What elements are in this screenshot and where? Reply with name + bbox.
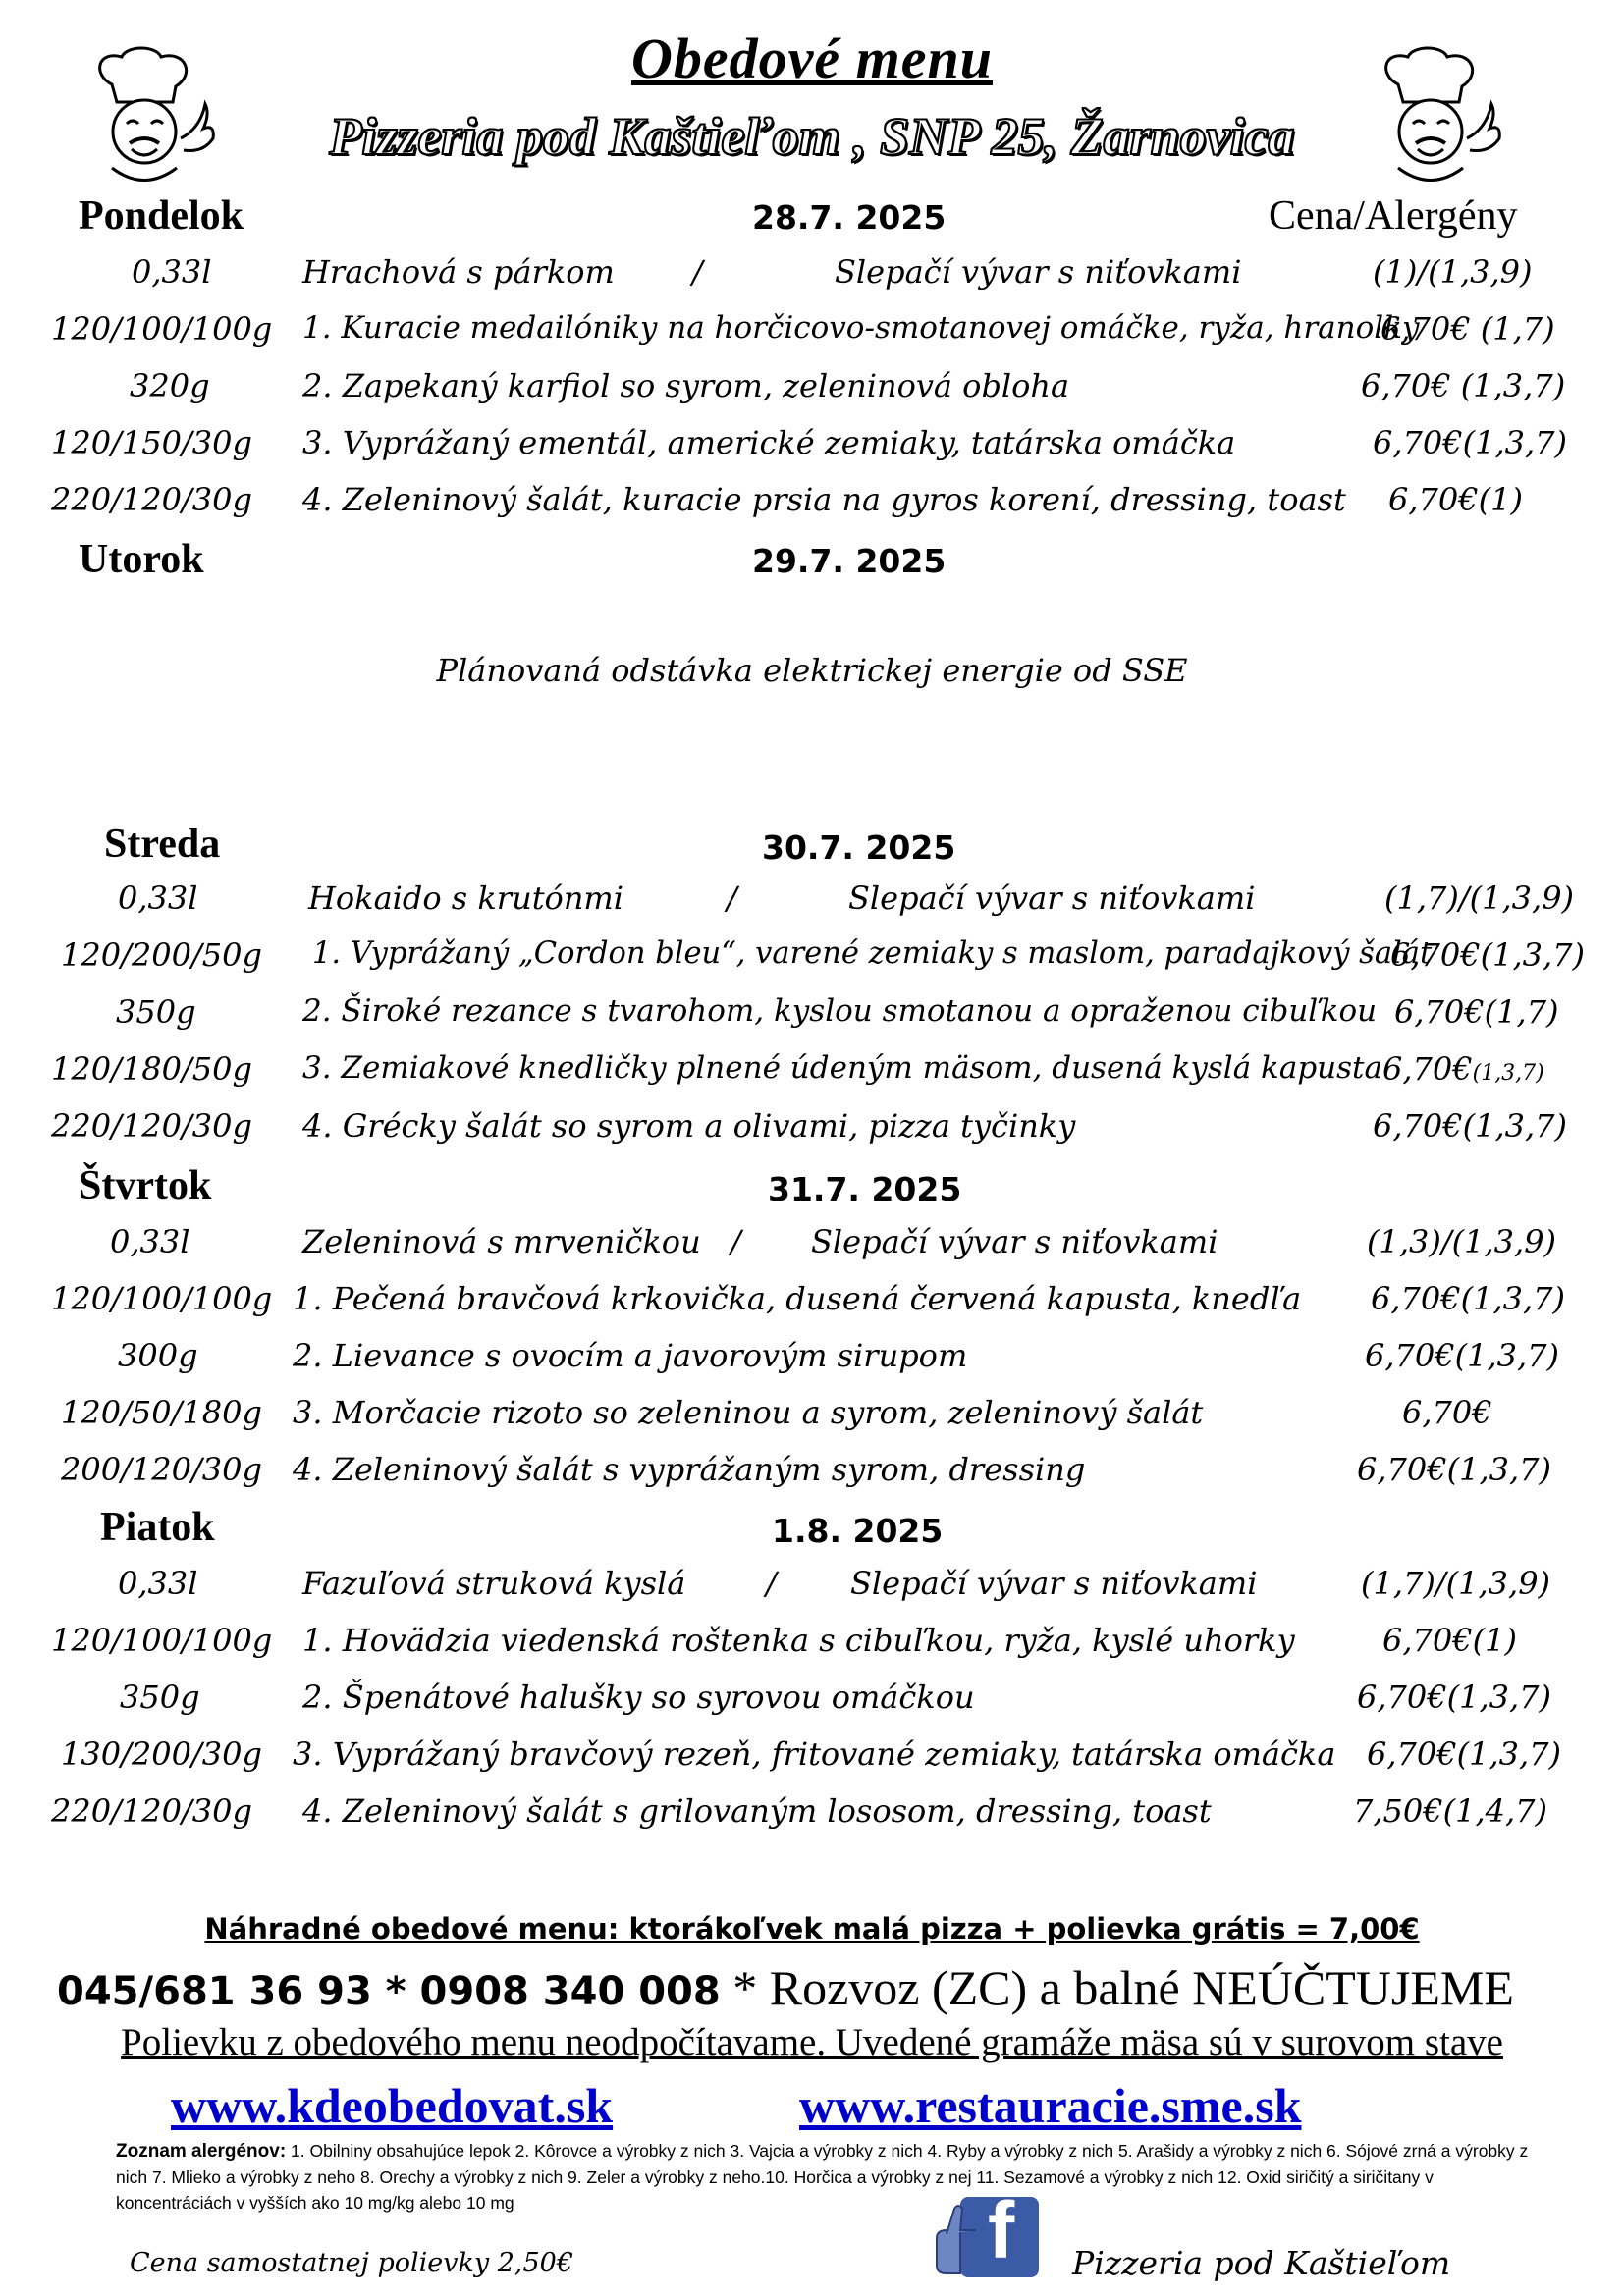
meal-name: 1. Hovädzia viedenská roštenka s cibuľkou, ryža, kyslé uhorky xyxy=(302,1622,1295,1659)
standalone-soup-price: Cena samostatnej polievky 2,50€ xyxy=(130,2248,574,2278)
meal-portion: 350g xyxy=(116,993,196,1031)
day-name: Piatok xyxy=(100,1505,215,1550)
soup-allergens: (1,3)/(1,3,9) xyxy=(1367,1223,1557,1260)
meal-name: 4. Grécky šalát so syrom a olivami, pizza tyčinky xyxy=(302,1107,1076,1145)
day-date: 28.7. 2025 xyxy=(752,198,947,237)
day-name: Streda xyxy=(104,822,221,867)
meal-portion: 120/150/30g xyxy=(51,424,252,461)
meal-name: 2. Lievance s ovocím a javorovým sirupom xyxy=(293,1337,968,1374)
meal-price-value: 6,70€ xyxy=(1382,1050,1473,1088)
meal-portion: 130/200/30g xyxy=(61,1735,262,1773)
soup-1: Hrachová s párkom xyxy=(302,253,615,291)
meal-price: 6,70€ (1,7) xyxy=(1380,310,1555,347)
facebook-icon[interactable] xyxy=(927,2186,1041,2279)
meal-portion: 300g xyxy=(118,1337,198,1374)
price-allergen-header: Cena/Alergény xyxy=(1269,193,1518,239)
meal-portion: 120/100/100g xyxy=(51,1622,273,1659)
meal-name: 2. Zapekaný karfiol so syrom, zeleninová obloha xyxy=(302,367,1070,404)
soup-portion: 0,33l xyxy=(110,1223,190,1260)
meal-price: 6,70€(1,3,7) xyxy=(1373,424,1567,461)
meal-name: 1. Kuracie medailóniky na horčicovo-smotanovej omáčke, ryža, hranolky xyxy=(302,310,1420,346)
meal-portion: 220/120/30g xyxy=(51,1792,252,1830)
soup-portion: 0,33l xyxy=(132,253,212,291)
meal-portion: 200/120/30g xyxy=(61,1451,262,1488)
meal-price: 6,70€ xyxy=(1402,1394,1492,1431)
meal-price: 6,70€(1,3,7) xyxy=(1371,1280,1565,1317)
soup-separator: / xyxy=(727,880,737,917)
day-name: Utorok xyxy=(79,537,204,582)
chef-logo-icon xyxy=(82,45,220,192)
day-name: Štvrtok xyxy=(79,1163,212,1208)
soup-2: Slepačí vývar s niťovkami xyxy=(848,880,1256,917)
delivery-note: * Rozvoz (ZC) a balné NEÚČTUJEME xyxy=(720,1960,1514,2015)
meal-price: 7,50€(1,4,7) xyxy=(1353,1792,1547,1830)
contact-line xyxy=(57,1959,1514,2016)
meal-price: 6,70€(1,3,7) xyxy=(1357,1451,1551,1488)
meal-name: 1. Vyprážaný „Cordon bleu“, varené zemiaky s maslom, paradajkový šalát xyxy=(312,936,1433,971)
closure-note: Plánovaná odstávka elektrickej energie od SSE xyxy=(436,652,1188,689)
meal-portion: 220/120/30g xyxy=(51,1107,252,1145)
chef-logo-icon xyxy=(1369,45,1506,192)
meal-name: 4. Zeleninový šalát s vyprážaným syrom, dressing xyxy=(293,1451,1086,1488)
meal-portion: 220/120/30g xyxy=(51,481,252,518)
soup-2: Slepačí vývar s niťovkami xyxy=(850,1565,1258,1602)
soup-portion: 0,33l xyxy=(118,880,198,917)
meal-name: 3. Morčacie rizoto so zeleninou a syrom, zeleninový šalát xyxy=(293,1394,1204,1431)
restauracie-sme-link[interactable]: www.restauracie.sme.sk xyxy=(799,2078,1302,2133)
phone-numbers: 045/681 36 93 * 0908 340 008 xyxy=(57,1969,721,2014)
day-date: 30.7. 2025 xyxy=(762,828,956,867)
soup-1: Hokaido s krutónmi xyxy=(308,880,623,917)
day-date: 29.7. 2025 xyxy=(752,542,947,580)
meal-price: 6,70€(1,3,7) xyxy=(1357,1679,1551,1716)
allergen-list-title: Zoznam alergénov: xyxy=(116,2141,287,2162)
meal-price: 6,70€(1,3,7) xyxy=(1390,936,1585,974)
meal-price: 6,70€(1) xyxy=(1382,1622,1517,1659)
meal-price: 6,70€ (1,3,7) xyxy=(1361,367,1566,404)
meal-price: 6,70€(1,3,7) xyxy=(1365,1337,1559,1374)
soup-separator: / xyxy=(692,253,703,291)
soup-allergens: (1)/(1,3,9) xyxy=(1373,253,1533,291)
day-date: 1.8. 2025 xyxy=(772,1512,944,1550)
meal-portion: 120/50/180g xyxy=(61,1394,262,1431)
facebook-letter: f xyxy=(988,2186,1015,2275)
substitute-menu-offer: Náhradné obedové menu: ktorákoľvek malá pizza + polievka grátis = 7,00€ xyxy=(204,1912,1420,1946)
meal-name: 2. Široké rezance s tvarohom, kyslou smotanou a opraženou cibuľkou xyxy=(302,993,1378,1029)
meal-name: 3. Vyprážaný bravčový rezeň, fritované zemiaky, tatárska omáčka xyxy=(293,1735,1336,1773)
meal-name: 1. Pečená bravčová krkovička, dusená červená kapusta, knedľa xyxy=(293,1280,1302,1317)
meal-portion: 320g xyxy=(130,367,210,404)
meal-name: 3. Zemiakové knedličky plnené údeným mäsom, dusená kyslá kapusta xyxy=(302,1050,1382,1086)
kdeobedovat-link[interactable]: www.kdeobedovat.sk xyxy=(171,2078,614,2133)
meal-portion: 120/100/100g xyxy=(51,310,273,347)
soup-portion: 0,33l xyxy=(118,1565,198,1602)
soup-1: Zeleninová s mrveničkou xyxy=(302,1223,701,1260)
meal-price: 6,70€(1,3,7) xyxy=(1373,1107,1567,1145)
meal-price xyxy=(1382,1050,1544,1088)
allergen-list-text: 1. Obilniny obsahujúce lepok 2. Kôrovce a výrobky z nich 3. Vajcia a výrobky z nich 4. Ryby a výrobky z nich 5. Arašidy a výrobky z nich 6. Sójové zrná a výrobky z nich 7. Mlieko a výrobky z neho 8. Orechy a výrobky z nich 9. Zeler a výrobky z neho.10. Horčica a výrobky z nej 11. Sezamové a výrobky z nich 12. Oxid siričitý a siričitany v koncentráciách v vyšších ako 10 mg/kg alebo 10 mg xyxy=(116,2141,1529,2213)
soup-separator: / xyxy=(766,1565,777,1602)
meal-name: 3. Vyprážaný ementál, americké zemiaky, tatárska omáčka xyxy=(302,424,1236,461)
day-date: 31.7. 2025 xyxy=(768,1170,962,1208)
day-name: Pondelok xyxy=(79,193,244,239)
meal-price: 6,70€(1,7) xyxy=(1394,993,1559,1031)
meal-portion: 120/100/100g xyxy=(51,1280,273,1317)
meal-name: 4. Zeleninový šalát, kuracie prsia na gyros korení, dressing, toast xyxy=(302,481,1346,518)
soup-2: Slepačí vývar s niťovkami xyxy=(811,1223,1218,1260)
restaurant-name: Pizzeria pod Kaštieľom , SNP 25, Žarnovica xyxy=(329,107,1295,166)
meal-name: 4. Zeleninový šalát s grilovaným lososom, dressing, toast xyxy=(302,1792,1212,1830)
meal-portion: 120/180/50g xyxy=(51,1050,252,1088)
meal-portion: 120/200/50g xyxy=(61,936,262,974)
soup-1: Fazuľová struková kyslá xyxy=(302,1565,686,1602)
meal-price: 6,70€(1) xyxy=(1388,481,1523,518)
soup-2: Slepačí vývar s niťovkami xyxy=(835,253,1242,291)
soup-allergens: (1,7)/(1,3,9) xyxy=(1384,880,1575,917)
soup-separator: / xyxy=(731,1223,741,1260)
restaurant-signature: Pizzeria pod Kaštieľom xyxy=(1072,2244,1451,2282)
meal-name: 2. Špenátové halušky so syrovou omáčkou xyxy=(302,1679,975,1716)
meal-portion: 350g xyxy=(120,1679,200,1716)
menu-title: Obedové menu xyxy=(631,27,993,90)
soup-policy-note: Polievku z obedového menu neodpočítavame. Uvedené gramáže mäsa sú v surovom stave xyxy=(121,2021,1503,2063)
meal-price: 6,70€(1,3,7) xyxy=(1367,1735,1561,1773)
meal-allergens-small: (1,3,7) xyxy=(1472,1061,1544,1086)
allergen-list xyxy=(116,2138,1530,2216)
soup-allergens: (1,7)/(1,3,9) xyxy=(1361,1565,1551,1602)
